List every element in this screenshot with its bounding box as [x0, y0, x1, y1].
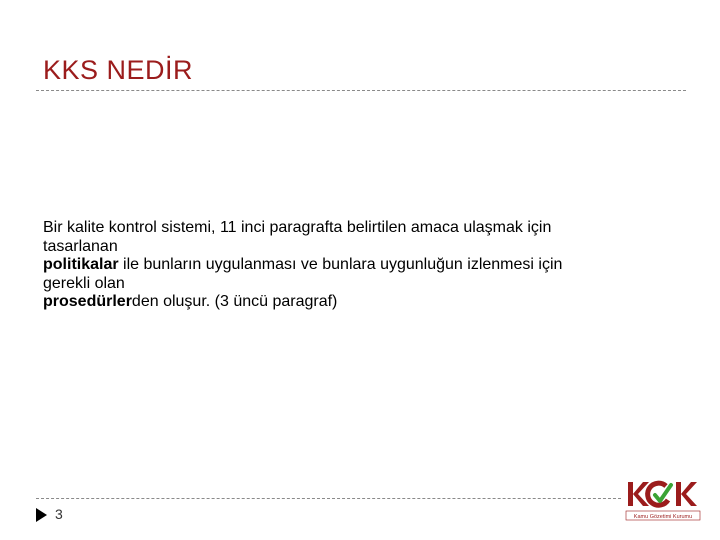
paragraph-line-5	[43, 293, 643, 312]
body-paragraph	[43, 219, 643, 312]
bold-term-politikalar: politikalar	[43, 256, 119, 273]
logo-subtitle: Kamu Gözetimi Kurumu	[633, 514, 693, 520]
slide-title: KKS NEDİR	[43, 55, 194, 85]
paragraph-line-1: Bir kalite kontrol sistemi, 11 inci paragrafta belirtilen amaca ulaşmak için	[43, 219, 552, 236]
bold-term-prosedurler: prosedürler	[43, 293, 132, 310]
paragraph-line-3	[43, 256, 643, 275]
page-number: 3	[55, 506, 63, 522]
paragraph-line-3-rest: ile bunların uygulanması ve bunlara uygunluğun izlenmesi için	[118, 256, 563, 273]
page-arrow-icon	[36, 508, 47, 522]
footer-divider	[36, 498, 621, 499]
kgk-logo-graphic	[624, 476, 704, 526]
paragraph-line-4: gerekli olan	[43, 274, 125, 292]
kgk-logo	[624, 476, 704, 526]
paragraph-line-5-rest: den oluşur. (3 üncü paragraf)	[131, 293, 338, 310]
paragraph-line-2: tasarlanan	[43, 237, 118, 255]
title-divider	[36, 90, 686, 91]
